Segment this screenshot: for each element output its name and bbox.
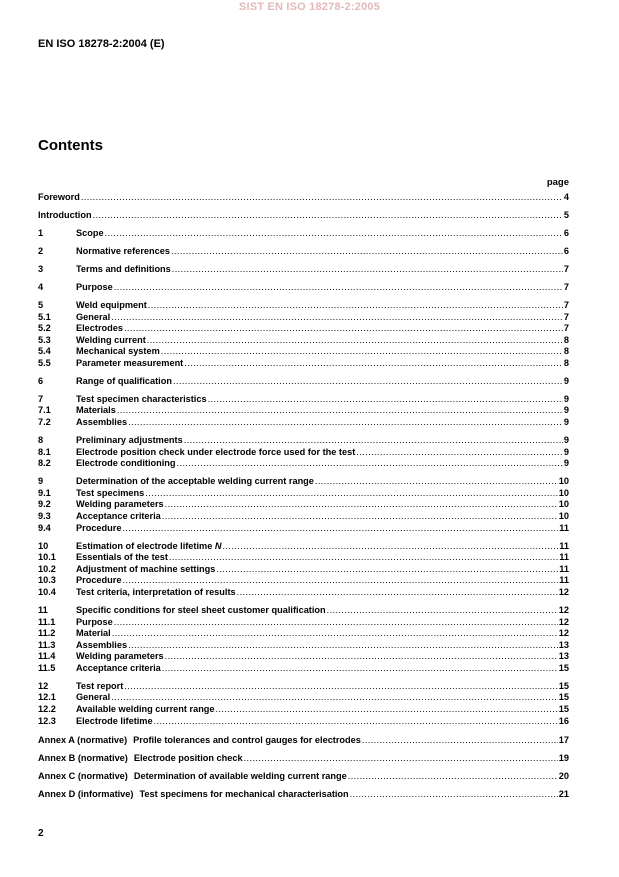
dot-leader [112, 628, 558, 640]
toc-annex-entry[interactable] [38, 789, 569, 801]
toc-entry[interactable] [38, 394, 569, 406]
toc-entry-page: 9 [563, 417, 569, 428]
dot-leader [117, 405, 563, 417]
toc-annex-entry[interactable] [38, 735, 569, 747]
dot-leader [177, 458, 563, 470]
annex-id: Annex B (normative) [38, 752, 128, 763]
toc-entry-label [76, 716, 153, 728]
toc-entry[interactable] [38, 523, 569, 535]
dot-leader [171, 246, 563, 258]
toc-entry-number: 12.3 [38, 715, 56, 726]
toc-entry-number: 5.2 [38, 323, 51, 334]
toc-entry-label [76, 587, 236, 599]
toc-entry[interactable] [38, 564, 569, 576]
toc-entry-label-text: General [76, 311, 111, 322]
toc-entry-number: 5.3 [38, 334, 51, 345]
toc-entry-number: 9.4 [38, 522, 51, 533]
dot-leader [173, 376, 563, 388]
toc-entry-label [76, 282, 113, 294]
dot-leader [169, 552, 558, 564]
toc-entry-page: 13 [558, 639, 569, 650]
toc-entry-label-text: Range of qualification [76, 375, 172, 386]
toc-entry-label [76, 628, 111, 640]
toc-entry-number: 9.3 [38, 510, 51, 521]
annex-title: Electrode position check [133, 752, 243, 763]
toc-entry-label-text: Parameter measurement [76, 357, 184, 368]
dot-leader [165, 651, 558, 663]
toc-entry-number: 9.2 [38, 499, 51, 510]
dot-leader [216, 704, 558, 716]
toc-entry-label [76, 651, 164, 663]
toc-entry-page: 15 [558, 704, 569, 715]
dot-leader [128, 640, 558, 652]
toc-entry[interactable] [38, 192, 569, 204]
annex-title: Determination of available welding current range [133, 770, 347, 781]
toc-entry-label [76, 499, 164, 511]
toc-entry[interactable] [38, 312, 569, 324]
toc-entry-label [76, 394, 207, 406]
annex-id: Annex D (informative) [38, 788, 134, 799]
toc-entry-label [76, 264, 171, 276]
toc-entry-label-text: Test criteria, interpretation of results [76, 586, 236, 597]
toc-entry-page: 7 [563, 311, 569, 322]
annex-page: 20 [558, 770, 569, 781]
toc-entry-label [76, 312, 110, 324]
toc-entry-label [76, 447, 355, 459]
dot-leader [315, 476, 558, 488]
toc-entry-label [76, 476, 314, 488]
toc-entry[interactable] [38, 552, 569, 564]
dot-leader [154, 716, 558, 728]
toc-entry-page: 9 [563, 375, 569, 386]
annex-page: 19 [558, 752, 569, 763]
toc-entry[interactable] [38, 663, 569, 675]
toc-entry-label-text: Normative references [76, 245, 170, 256]
toc-annex-entry[interactable] [38, 753, 569, 765]
toc-entry[interactable] [38, 476, 569, 488]
toc-entry-page: 4 [563, 192, 569, 202]
toc-entry-label [38, 210, 92, 222]
toc-entry-number: 1 [38, 227, 44, 238]
toc-entry-label-text: Mechanical system [76, 346, 160, 357]
toc-entry-label [76, 552, 168, 564]
toc-entry-label [76, 458, 176, 470]
toc-entry-label-italic: N [214, 540, 222, 551]
toc-entry-label-text: Electrode conditioning [76, 458, 176, 469]
toc-entry[interactable] [38, 704, 569, 716]
toc-entry-label-text: Material [76, 628, 111, 639]
toc-entry-page: 15 [558, 680, 569, 691]
dot-leader [184, 435, 563, 447]
toc-entry-label-text: Purpose [76, 616, 113, 627]
toc-entry-number: 12.1 [38, 692, 56, 703]
toc-entry[interactable] [38, 282, 569, 294]
toc-entry-number: 8 [38, 435, 44, 446]
toc-entry[interactable] [38, 511, 569, 523]
toc-entry-label-text: Electrode lifetime [76, 715, 153, 726]
toc-entry-number: 5.1 [38, 311, 51, 322]
toc-entry-page: 10 [558, 487, 569, 498]
toc-entry-number: 12.2 [38, 704, 56, 715]
toc-entry-number: 12 [38, 680, 49, 691]
toc-entry-label [76, 300, 147, 312]
toc-entry-label-text: Electrode position check under electrode force used for the test [76, 446, 356, 457]
toc-entry-label [76, 376, 172, 388]
dot-leader [348, 771, 558, 783]
toc-entry-page: 8 [563, 334, 569, 345]
toc-entry-number: 3 [38, 263, 44, 274]
toc-entry[interactable] [38, 488, 569, 500]
document-reference: EN ISO 18278-2:2004 (E) [38, 38, 165, 50]
toc-entry-label-text: Introduction [38, 209, 92, 220]
toc-entry[interactable] [38, 692, 569, 704]
dot-leader [114, 282, 563, 294]
toc-entry-label-text: Determination of the acceptable welding current range [76, 476, 314, 487]
toc-entry-label-text: Welding parameters [76, 651, 164, 662]
table-of-contents [38, 192, 569, 800]
toc-entry-page: 11 [559, 552, 569, 563]
toc-entry-number: 10.4 [38, 586, 56, 597]
toc-entry[interactable] [38, 605, 569, 617]
toc-entry-page: 11 [559, 563, 569, 574]
toc-entry[interactable] [38, 499, 569, 511]
toc-entry-page: 6 [563, 227, 569, 238]
annex-page: 17 [558, 734, 569, 745]
toc-entry-label-text: Procedure [76, 522, 122, 533]
dot-leader [161, 346, 563, 358]
toc-entry-page: 12 [558, 604, 569, 615]
dot-leader [237, 587, 558, 599]
toc-entry-page: 12 [558, 628, 569, 639]
toc-entry-label-text: Test specimen characteristics [76, 393, 207, 404]
dot-leader [128, 417, 563, 429]
dot-leader [81, 192, 563, 204]
toc-entry-number: 11.1 [38, 616, 56, 627]
toc-entry[interactable] [38, 640, 569, 652]
toc-entry-number: 5.5 [38, 357, 51, 368]
dot-leader [350, 789, 558, 801]
toc-entry[interactable] [38, 358, 569, 370]
toc-entry-label [76, 246, 170, 258]
toc-entry-number: 9 [38, 476, 44, 487]
toc-entry-label-text: Essentials of the test [76, 552, 168, 563]
dot-leader [124, 681, 557, 693]
toc-entry-label-text: Weld equipment [76, 299, 147, 310]
toc-entry-label [76, 617, 113, 629]
toc-entry[interactable] [38, 587, 569, 599]
annex-title: Test specimens for mechanical characterisation [139, 788, 349, 799]
toc-entry-number: 8.2 [38, 458, 51, 469]
toc-entry-label-text: General [76, 692, 111, 703]
page-title: Contents [38, 137, 103, 154]
toc-entry-number: 11.2 [38, 628, 56, 639]
toc-entry-label-text: Preliminary adjustments [76, 435, 183, 446]
toc-entry-page: 9 [563, 405, 569, 416]
toc-entry-page: 10 [558, 499, 569, 510]
toc-entry-number: 11.5 [38, 662, 56, 673]
toc-entry-page: 8 [563, 357, 569, 368]
toc-entry-label [76, 640, 127, 652]
dot-leader [172, 264, 563, 276]
toc-entry-page: 6 [563, 245, 569, 256]
toc-entry-label-text: Assemblies [76, 417, 128, 428]
toc-entry-number: 7.2 [38, 417, 51, 428]
toc-entry-number: 5 [38, 299, 44, 310]
toc-entry-page: 9 [563, 458, 569, 469]
annex-title: Profile tolerances and control gauges for electrodes [133, 734, 361, 745]
toc-entry[interactable] [38, 716, 569, 728]
toc-entry-label-text: Assemblies [76, 639, 128, 650]
toc-entry-page: 11 [559, 522, 569, 533]
toc-entry-page: 15 [558, 692, 569, 703]
toc-entry[interactable] [38, 376, 569, 388]
toc-entry-label [76, 323, 123, 335]
toc-entry-number: 10.2 [38, 563, 56, 574]
dot-leader [147, 335, 563, 347]
toc-entry-label [76, 346, 160, 358]
toc-entry-number: 10 [38, 540, 49, 551]
annex-page: 21 [558, 788, 569, 799]
toc-entry-label-text: Acceptance criteria [76, 510, 161, 521]
toc-entry-page: 9 [563, 446, 569, 457]
annex-id: Annex C (normative) [38, 770, 128, 781]
toc-entry-page: 12 [558, 616, 569, 627]
toc-entry[interactable] [38, 323, 569, 335]
dot-leader [122, 523, 558, 535]
toc-entry-label-text: Estimation of electrode lifetime [76, 540, 215, 551]
toc-entry[interactable] [38, 210, 569, 222]
dot-leader [105, 228, 563, 240]
toc-entry-number: 2 [38, 245, 44, 256]
toc-entry-page: 7 [563, 299, 569, 310]
toc-entry[interactable] [38, 246, 569, 258]
toc-entry-label [76, 564, 215, 576]
dot-leader [356, 447, 563, 459]
toc-entry-label [76, 435, 183, 447]
toc-entry[interactable] [38, 681, 569, 693]
toc-entry-page: 7 [563, 281, 569, 292]
toc-entry-label [76, 541, 222, 553]
toc-entry-page: 10 [558, 510, 569, 521]
toc-entry-label [76, 663, 161, 675]
toc-entry-label [76, 605, 326, 617]
toc-entry-label-text: Specific conditions for steel sheet customer qualification [76, 604, 326, 615]
toc-entry-page: 9 [563, 393, 569, 404]
toc-entry-label [76, 511, 161, 523]
toc-entry-label-text: Materials [76, 405, 116, 416]
toc-entry-label-text: Welding parameters [76, 499, 164, 510]
toc-entry-label [76, 681, 123, 693]
dot-leader [111, 692, 558, 704]
toc-entry-page: 11 [559, 540, 569, 551]
toc-entry[interactable] [38, 405, 569, 417]
toc-entry-label-text: Available welding current range [76, 704, 215, 715]
toc-entry-label [76, 704, 215, 716]
toc-entry[interactable] [38, 335, 569, 347]
toc-entry[interactable] [38, 417, 569, 429]
dot-leader [162, 511, 558, 523]
toc-entry-label-text: Test specimens [76, 487, 145, 498]
toc-entry-number: 8.1 [38, 446, 51, 457]
toc-entry-page: 7 [563, 263, 569, 274]
toc-entry-label [76, 335, 146, 347]
toc-entry-label-text: Terms and definitions [76, 263, 171, 274]
toc-entry-label-text: Electrodes [76, 323, 123, 334]
toc-entry-label-text: Welding current [76, 334, 146, 345]
toc-entry-label [76, 488, 144, 500]
toc-entry[interactable] [38, 458, 569, 470]
toc-entry-label-text: Foreword [38, 192, 80, 202]
dot-leader [145, 488, 558, 500]
annex-id: Annex A (normative) [38, 734, 128, 745]
toc-entry-page: 15 [558, 662, 569, 673]
toc-entry-number: 10.1 [38, 552, 56, 563]
dot-leader [362, 735, 558, 747]
toc-entry-label [76, 358, 183, 370]
toc-entry-number: 7.1 [38, 405, 51, 416]
toc-entry-label [76, 692, 110, 704]
toc-entry-number: 11.4 [38, 651, 56, 662]
toc-entry-label [38, 192, 80, 204]
toc-entry-number: 7 [38, 393, 44, 404]
toc-entry[interactable] [38, 575, 569, 587]
toc-entry[interactable] [38, 228, 569, 240]
dot-leader [165, 499, 558, 511]
toc-entry[interactable] [38, 264, 569, 276]
dot-leader [208, 394, 563, 406]
dot-leader [148, 300, 563, 312]
toc-entry[interactable] [38, 628, 569, 640]
toc-entry-number: 5.4 [38, 346, 51, 357]
toc-entry-page: 11 [559, 575, 569, 586]
toc-entry-number: 10.3 [38, 575, 56, 586]
dot-leader [93, 210, 563, 222]
toc-entry-label-text: Acceptance criteria [76, 662, 161, 673]
dot-leader [244, 753, 558, 765]
toc-entry-number: 11 [38, 604, 48, 615]
toc-entry-label [76, 405, 116, 417]
toc-entry-label [76, 417, 127, 429]
toc-entry-label [76, 575, 121, 587]
toc-entry-label-text: Procedure [76, 575, 122, 586]
toc-annex-entry[interactable] [38, 771, 569, 783]
toc-entry-label-text: Adjustment of machine settings [76, 563, 216, 574]
toc-entry-page: 13 [558, 651, 569, 662]
toc-entry[interactable] [38, 435, 569, 447]
page-number: 2 [38, 828, 44, 839]
toc-entry-label [76, 228, 104, 240]
dot-leader [162, 663, 558, 675]
toc-entry-page: 12 [558, 586, 569, 597]
toc-entry[interactable] [38, 447, 569, 459]
toc-entry-page: 8 [563, 346, 569, 357]
toc-entry-number: 4 [38, 281, 44, 292]
dot-leader [114, 617, 558, 629]
toc-entry-page: 9 [563, 435, 569, 446]
toc-entry[interactable] [38, 617, 569, 629]
toc-entry-page: 10 [558, 476, 569, 487]
toc-entry-number: 6 [38, 375, 44, 386]
toc-entry-page: 16 [558, 715, 569, 726]
toc-entry-label-text: Test report [76, 680, 124, 691]
dot-leader [122, 575, 558, 587]
toc-entry[interactable] [38, 300, 569, 312]
toc-entry-page: 7 [563, 323, 569, 334]
toc-entry-page: 5 [563, 209, 569, 220]
watermark-text: SIST EN ISO 18278-2:2005 [238, 1, 381, 13]
dot-leader [184, 358, 563, 370]
dot-leader [327, 605, 558, 617]
dot-leader [124, 323, 563, 335]
toc-entry-label-text: Purpose [76, 281, 113, 292]
toc-entry[interactable] [38, 541, 569, 553]
toc-entry-number: 11.3 [38, 639, 56, 650]
toc-entry-label-text: Scope [76, 227, 104, 238]
dot-leader [216, 564, 558, 576]
dot-leader [223, 541, 559, 553]
toc-entry-number: 9.1 [38, 487, 51, 498]
page-column-header: page [546, 177, 569, 188]
toc-entry-label [76, 523, 121, 535]
toc-entry[interactable] [38, 346, 569, 358]
toc-entry[interactable] [38, 651, 569, 663]
dot-leader [111, 312, 563, 324]
